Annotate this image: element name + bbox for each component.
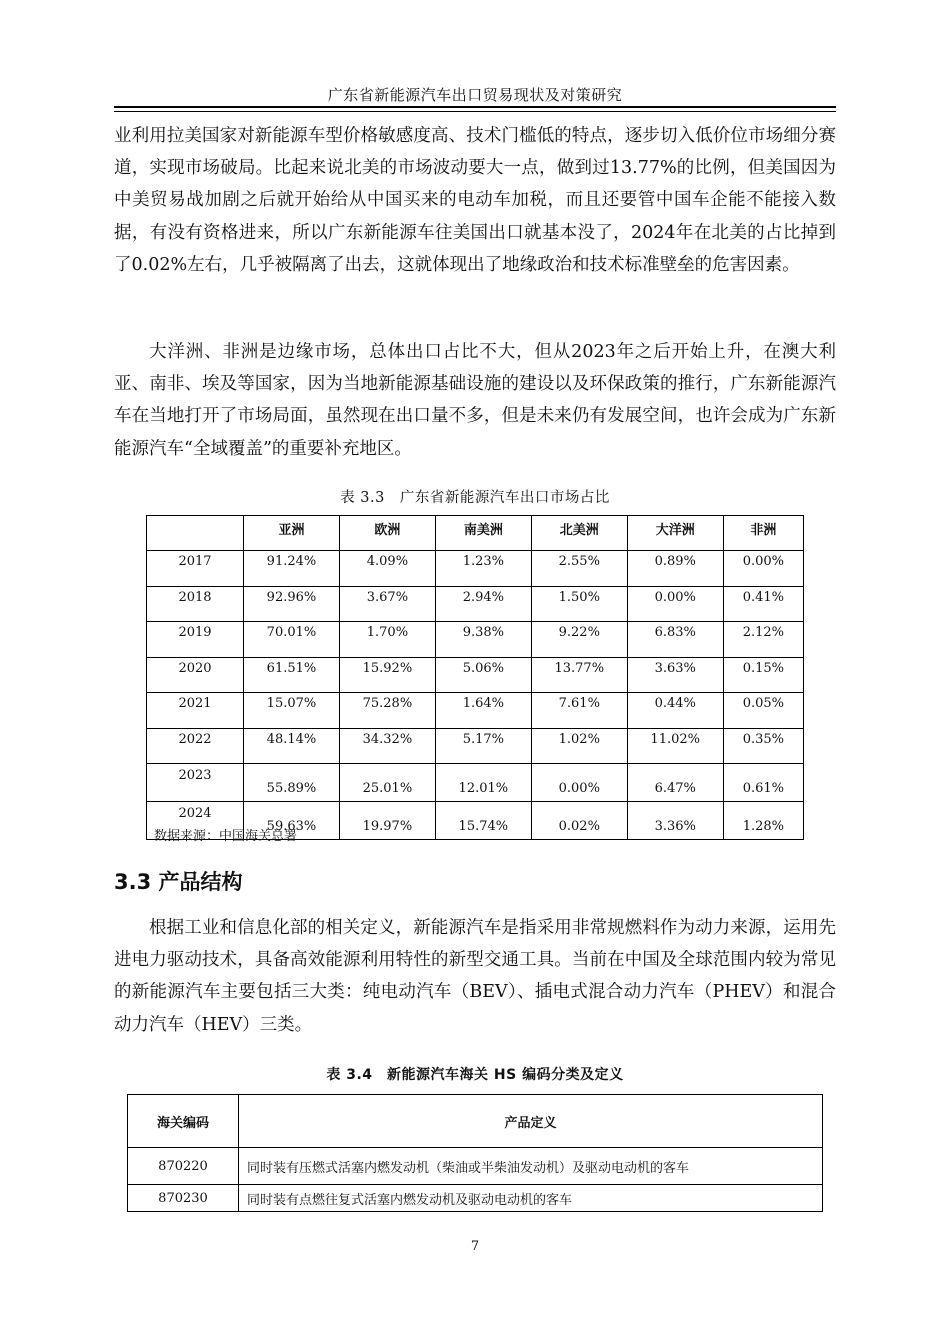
- value-cell: 15.92%: [339, 657, 435, 693]
- header-cell-south-america: 南美洲: [435, 516, 531, 551]
- value-cell: 5.17%: [435, 728, 531, 764]
- table-header-row: [147, 516, 804, 551]
- section-heading: 3.3 产品结构: [114, 870, 243, 894]
- paragraph-product-definition: 根据工业和信息化部的相关定义，新能源汽车是指采用非常规燃料作为动力来源，运用先进电力驱动技术，具备高效能源利用特性的新型交通工具。当前在中国及全球范围内较为常见的新能源汽车主要包括三大类：纯电动汽车（BEV）、插电式混合动力汽车（PHEV）和混合动力汽车（HEV）三类。: [114, 918, 836, 1035]
- value-cell: 2.94%: [435, 586, 531, 622]
- value-cell: 0.35%: [723, 728, 803, 764]
- paragraph-oceania-africa: 大洋洲、非洲是边缘市场，总体出口占比不大，但从2023年之后开始上升，在澳大利亚、南非、埃及等国家，因为当地新能源基础设施的建设以及环保政策的推行，广东新能源汽车在当地打开了市场局面，虽然现在出口量不多，但是未来仍有发展空间，也许会成为广东新能源汽车“全域覆盖”的重要补充地区。: [114, 342, 836, 459]
- year-cell: 2018: [147, 586, 244, 622]
- table-row: [128, 1185, 823, 1212]
- value-cell: 12.01%: [435, 764, 531, 802]
- value-cell: 59.63%: [244, 802, 340, 840]
- year-cell: 2021: [147, 693, 244, 729]
- value-cell: 70.01%: [244, 622, 340, 658]
- value-cell: 9.22%: [531, 622, 627, 658]
- header-cell-hs-code: 海关编码: [128, 1095, 239, 1148]
- value-cell: 15.07%: [244, 693, 340, 729]
- header-cell-asia: 亚洲: [244, 516, 340, 551]
- hs-code-table: [127, 1094, 823, 1212]
- value-cell: 6.47%: [627, 764, 723, 802]
- table-row: [128, 1148, 823, 1185]
- value-cell: 6.83%: [627, 622, 723, 658]
- value-cell: 75.28%: [339, 693, 435, 729]
- header-cell-north-america: 北美洲: [531, 516, 627, 551]
- table-row: [147, 728, 804, 764]
- year-cell: 2019: [147, 622, 244, 658]
- hs-code-cell: 870220: [128, 1148, 239, 1185]
- header-cell-definition: 产品定义: [239, 1095, 823, 1148]
- value-cell: 0.44%: [627, 693, 723, 729]
- year-cell: 2023: [147, 764, 244, 802]
- value-cell: 3.36%: [627, 802, 723, 840]
- table-row: [147, 551, 804, 587]
- value-cell: 0.61%: [723, 764, 803, 802]
- market-share-table: [146, 515, 804, 840]
- value-cell: 1.64%: [435, 693, 531, 729]
- table-row: [147, 693, 804, 729]
- table-row: [147, 764, 804, 802]
- value-cell: 1.70%: [339, 622, 435, 658]
- value-cell: 0.89%: [627, 551, 723, 587]
- table-row: [147, 586, 804, 622]
- value-cell: 55.89%: [244, 764, 340, 802]
- value-cell: 0.02%: [531, 802, 627, 840]
- value-cell: 7.61%: [531, 693, 627, 729]
- hs-code-cell: 870230: [128, 1185, 239, 1212]
- value-cell: 1.02%: [531, 728, 627, 764]
- header-rule: [114, 106, 836, 108]
- value-cell: 5.06%: [435, 657, 531, 693]
- table-caption-hs-codes: 表 3.4 新能源汽车海关 HS 编码分类及定义: [326, 1067, 624, 1083]
- table-caption-market-share: 表 3.3 广东省新能源汽车出口市场占比: [340, 490, 610, 506]
- value-cell: 11.02%: [627, 728, 723, 764]
- value-cell: 4.09%: [339, 551, 435, 587]
- value-cell: 0.15%: [723, 657, 803, 693]
- value-cell: 1.50%: [531, 586, 627, 622]
- value-cell: 25.01%: [339, 764, 435, 802]
- value-cell: 1.23%: [435, 551, 531, 587]
- value-cell: 92.96%: [244, 586, 340, 622]
- value-cell: 0.41%: [723, 586, 803, 622]
- value-cell: 15.74%: [435, 802, 531, 840]
- value-cell: 1.28%: [723, 802, 803, 840]
- value-cell: 3.67%: [339, 586, 435, 622]
- value-cell: 0.00%: [627, 586, 723, 622]
- definition-cell: 同时装有压燃式活塞内燃发动机（柴油或半柴油发动机）及驱动电动机的客车: [239, 1148, 823, 1185]
- running-header: 广东省新能源汽车出口贸易现状及对策研究: [327, 86, 623, 104]
- value-cell: 0.05%: [723, 693, 803, 729]
- header-rule-thin: [114, 111, 836, 112]
- year-cell: 2024: [147, 802, 244, 840]
- value-cell: 13.77%: [531, 657, 627, 693]
- table-header-row: [128, 1095, 823, 1148]
- value-cell: 2.12%: [723, 622, 803, 658]
- year-cell: 2020: [147, 657, 244, 693]
- table-row: [147, 622, 804, 658]
- value-cell: 61.51%: [244, 657, 340, 693]
- header-cell-corner: [147, 516, 244, 551]
- value-cell: 91.24%: [244, 551, 340, 587]
- value-cell: 9.38%: [435, 622, 531, 658]
- header-cell-europe: 欧洲: [339, 516, 435, 551]
- table-row: [147, 657, 804, 693]
- value-cell: 0.00%: [531, 764, 627, 802]
- value-cell: 48.14%: [244, 728, 340, 764]
- value-cell: 2.55%: [531, 551, 627, 587]
- paragraph-north-america: 业利用拉美国家对新能源车型价格敏感度高、技术门槛低的特点，逐步切入低价位市场细分赛道，实现市场破局。比起来说北美的市场波动要大一点，做到过13.77%的比例，但美国因为中美贸易战加剧之后就开始给从中国买来的电动车加税，而且还要管中国车企能不能接入数据，有没有资格进来，所以广东新能源车往美国出口就基本没了，2024年在北美的占比掉到了0.02%左右，几乎被隔离了出去，这就体现出了地缘政治和技术标准壁垒的危害因素。: [114, 126, 836, 275]
- table-source-note: 数据来源：中国海关总署: [154, 829, 298, 844]
- value-cell: 0.00%: [723, 551, 803, 587]
- header-cell-oceania: 大洋洲: [627, 516, 723, 551]
- definition-cell: 同时装有点燃往复式活塞内燃发动机及驱动电动机的客车: [239, 1185, 823, 1212]
- value-cell: 3.63%: [627, 657, 723, 693]
- page-number: 7: [470, 1239, 480, 1254]
- value-cell: 34.32%: [339, 728, 435, 764]
- value-cell: 19.97%: [339, 802, 435, 840]
- year-cell: 2017: [147, 551, 244, 587]
- header-cell-africa: 非洲: [723, 516, 803, 551]
- year-cell: 2022: [147, 728, 244, 764]
